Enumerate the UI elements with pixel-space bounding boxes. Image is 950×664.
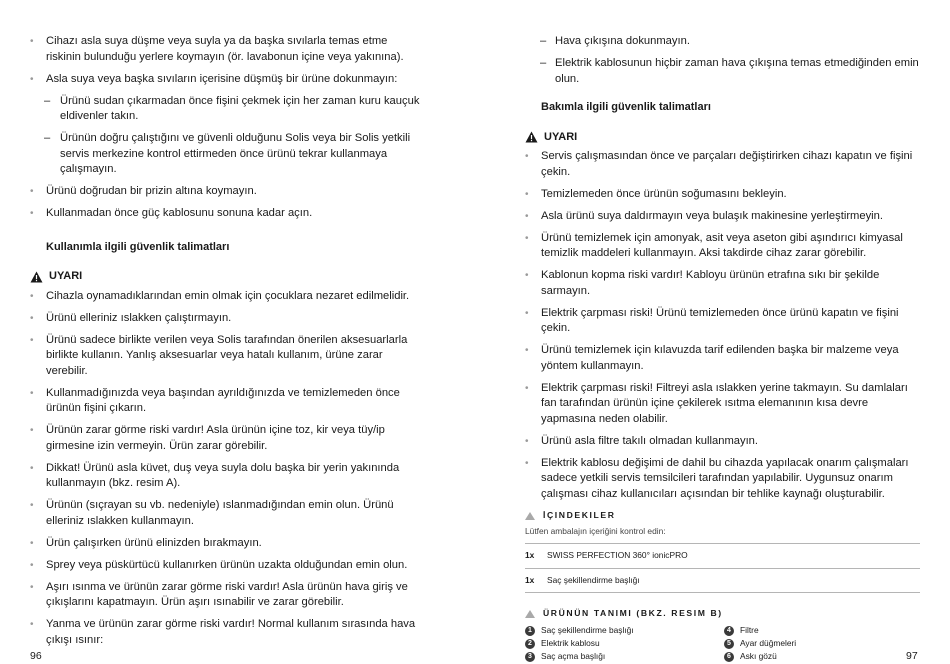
list-item: • Kablonun kopma riski vardır! Kabloyu ürünün etrafına sıkı bir şekilde sarmayın. xyxy=(525,268,920,299)
list-item: • Ürünü temizlemek için amonyak, asit veya aseton gibi aşındırıcı kimyasal temizlik maddeleri kullanmayın. Aksi takdirde cihaz zarar görebilir. xyxy=(525,231,920,262)
list-item: • Cihazı asla suya düşme veya suyla ya da başka sıvılarla temas etme riskinin bulunduğu yerlere koymayın (ör. lavabonun içine veya yakınına). xyxy=(30,34,420,65)
contents-qty: 1x xyxy=(525,544,547,569)
part-item xyxy=(525,638,724,649)
contents-heading xyxy=(525,509,920,523)
usage-safety-list xyxy=(30,289,420,649)
maintenance-warning xyxy=(525,130,920,146)
list-item: • Asla suya veya başka sıvıların içerisine düşmüş bir ürüne dokunmayın: xyxy=(30,72,420,88)
list-item: • Elektrik çarpması riski! Ürünü temizlemeden önce ürünü kapatın ve fişini çekin. xyxy=(525,306,920,337)
list-item: • Cihazla oynamadıklarından emin olmak için çocuklara nezaret edilmelidir. xyxy=(30,289,420,305)
list-item: • Ürünü temizlemek için kılavuzda tarif edilenden başka bir malzeme veya yöntem kullanmayın. xyxy=(525,343,920,374)
part-label: Saç şekillendirme başlığı xyxy=(541,624,634,635)
part-item xyxy=(724,651,920,662)
part-number-badge: 4 xyxy=(724,626,734,636)
part-label: Filtre xyxy=(740,624,759,635)
part-item xyxy=(525,625,724,636)
contents-qty: 1x xyxy=(525,568,547,593)
left-column xyxy=(30,34,420,655)
contents-item: SWISS PERFECTION 360° ionicPRO xyxy=(547,544,920,569)
maintenance-safety-heading: Bakımla ilgili güvenlik talimatları xyxy=(541,101,711,113)
left-top-list xyxy=(30,34,420,222)
part-item xyxy=(525,651,724,662)
list-item: • Elektrik kablosu değişimi de dahil bu cihazda yapılacak onarım çalışmaları sadece yetkili servis temsilcileri tarafından yapılabilir. Uygunsuz onarım çalışması cihaz kullanıcıları açısından bir tehlike kaynağı oluşturabilir. xyxy=(525,456,920,503)
part-item xyxy=(724,625,920,636)
triangle-icon xyxy=(525,512,535,520)
warning-label: UYARI xyxy=(544,130,578,143)
sub-list-item: – Elektrik kablosunun hiçbir zaman hava çıkışına temas etmediğinden emin olun. xyxy=(525,56,920,87)
contents-item: Saç şekillendirme başlığı xyxy=(547,568,920,593)
list-item: • Aşırı ısınma ve ürünün zarar görme riski vardır! Asla ürünün hava giriş ve çıkışlarını kapatmayın. Ürün aşırı ısınabilir ve zarar görebilir. xyxy=(30,580,420,611)
list-item: • Ürünü asla filtre takılı olmadan kullanmayın. xyxy=(525,434,920,450)
list-item: • Ürün çalışırken ürünü elinizden bırakmayın. xyxy=(30,536,420,552)
usage-warning xyxy=(30,269,420,285)
list-item: • Elektrik çarpması riski! Filtreyi asla ıslakken yerine takmayın. Su damlaları fan tarafından ürünün içine çekilerek ısıtma elemanının kısa devre yapmasına neden olabilir. xyxy=(525,381,920,428)
triangle-icon xyxy=(525,610,535,618)
warning-icon xyxy=(525,131,538,143)
right-top-list xyxy=(525,34,920,87)
list-item: • Yanma ve ürünün zarar görme riski vardır! Normal kullanım sırasında hava çıkışı ısınır: xyxy=(30,617,420,648)
list-item: • Kullanmadığınızda veya başından ayrıldığınızda ve temizlemeden önce ürünün fişini çıkarın. xyxy=(30,386,420,417)
list-item: • Ürünün zarar görme riski vardır! Asla ürünün içine toz, kir veya tüy/ip girmesine izin vermeyin. Ürün zarar görebilir. xyxy=(30,423,420,454)
part-number-badge: 3 xyxy=(525,652,535,662)
warning-icon xyxy=(30,271,43,283)
list-item: • Dikkat! Ürünü asla küvet, duş veya suyla dolu başka bir yerin yakınında kullanmayın (bkz. resim A). xyxy=(30,461,420,492)
page-number-left: 96 xyxy=(30,650,42,662)
part-number-badge: 6 xyxy=(724,652,734,662)
table-row xyxy=(525,544,920,569)
description-heading-text: ÜRÜNÜN TANIMI (BKZ. RESIM B) xyxy=(543,608,723,619)
list-item: • Ürünü doğrudan bir prizin altına koymayın. xyxy=(30,184,420,200)
part-number-badge: 1 xyxy=(525,626,535,636)
contents-heading-text: İÇINDEKILER xyxy=(543,509,616,520)
list-item: • Servis çalışmasından önce ve parçaları değiştirirken cihazı kapatın ve fişini çekin. xyxy=(525,149,920,180)
right-column xyxy=(525,34,920,662)
part-label: Elektrik kablosu xyxy=(541,637,600,648)
parts-list xyxy=(525,625,920,662)
list-item: • Asla ürünü suya daldırmayın veya bulaşık makinesine yerleştirmeyin. xyxy=(525,209,920,225)
contents-intro: Lütfen ambalajın içeriğini kontrol edin: xyxy=(525,525,666,536)
part-number-badge: 2 xyxy=(525,639,535,649)
sub-list-item: – Ürünün doğru çalıştığını ve güvenli olduğunu Solis veya bir Solis yetkili servis merkezine kontrol ettirmeden önce ürünü tekrar kullanmaya çalışmayın. xyxy=(30,131,420,178)
list-item: • Ürünü elleriniz ıslakken çalıştırmayın. xyxy=(30,311,420,327)
part-label: Ayar düğmeleri xyxy=(740,637,797,648)
list-item: • Temizlemeden önce ürünün soğumasını bekleyin. xyxy=(525,187,920,203)
sub-list-item: – Hava çıkışına dokunmayın. xyxy=(525,34,920,50)
description-heading xyxy=(525,607,920,621)
list-item: • Sprey veya püskürtücü kullanırken ürünün uzakta olduğundan emin olun. xyxy=(30,558,420,574)
usage-safety-heading: Kullanımla ilgili güvenlik talimatları xyxy=(46,240,230,253)
part-number-badge: 5 xyxy=(724,639,734,649)
sub-list-item: – Ürünü sudan çıkarmadan önce fişini çekmek için her zaman kuru kauçuk eldivenler takın. xyxy=(30,94,420,125)
list-item: • Ürünü sadece birlikte verilen veya Solis tarafından önerilen aksesuarlarla birlikte kullanın. Yanlış aksesuarlar veya hatalı kullanım, ürüne zarar verebilir. xyxy=(30,333,420,380)
part-item xyxy=(724,638,920,649)
contents-table xyxy=(525,543,920,593)
list-item: • Ürünün (sıçrayan su vb. nedeniyle) ıslanmadığından emin olun. Ürünü elleriniz ıslakken kullanmayın. xyxy=(30,498,420,529)
warning-label: UYARI xyxy=(49,270,83,282)
list-item: • Kullanmadan önce güç kablosunu sonuna kadar açın. xyxy=(30,206,420,222)
maintenance-safety-list xyxy=(525,149,920,502)
part-label: Saç açma başlığı xyxy=(541,650,606,661)
part-label: Askı gözü xyxy=(740,650,777,661)
page-number-right: 97 xyxy=(906,650,918,662)
table-row xyxy=(525,568,920,593)
